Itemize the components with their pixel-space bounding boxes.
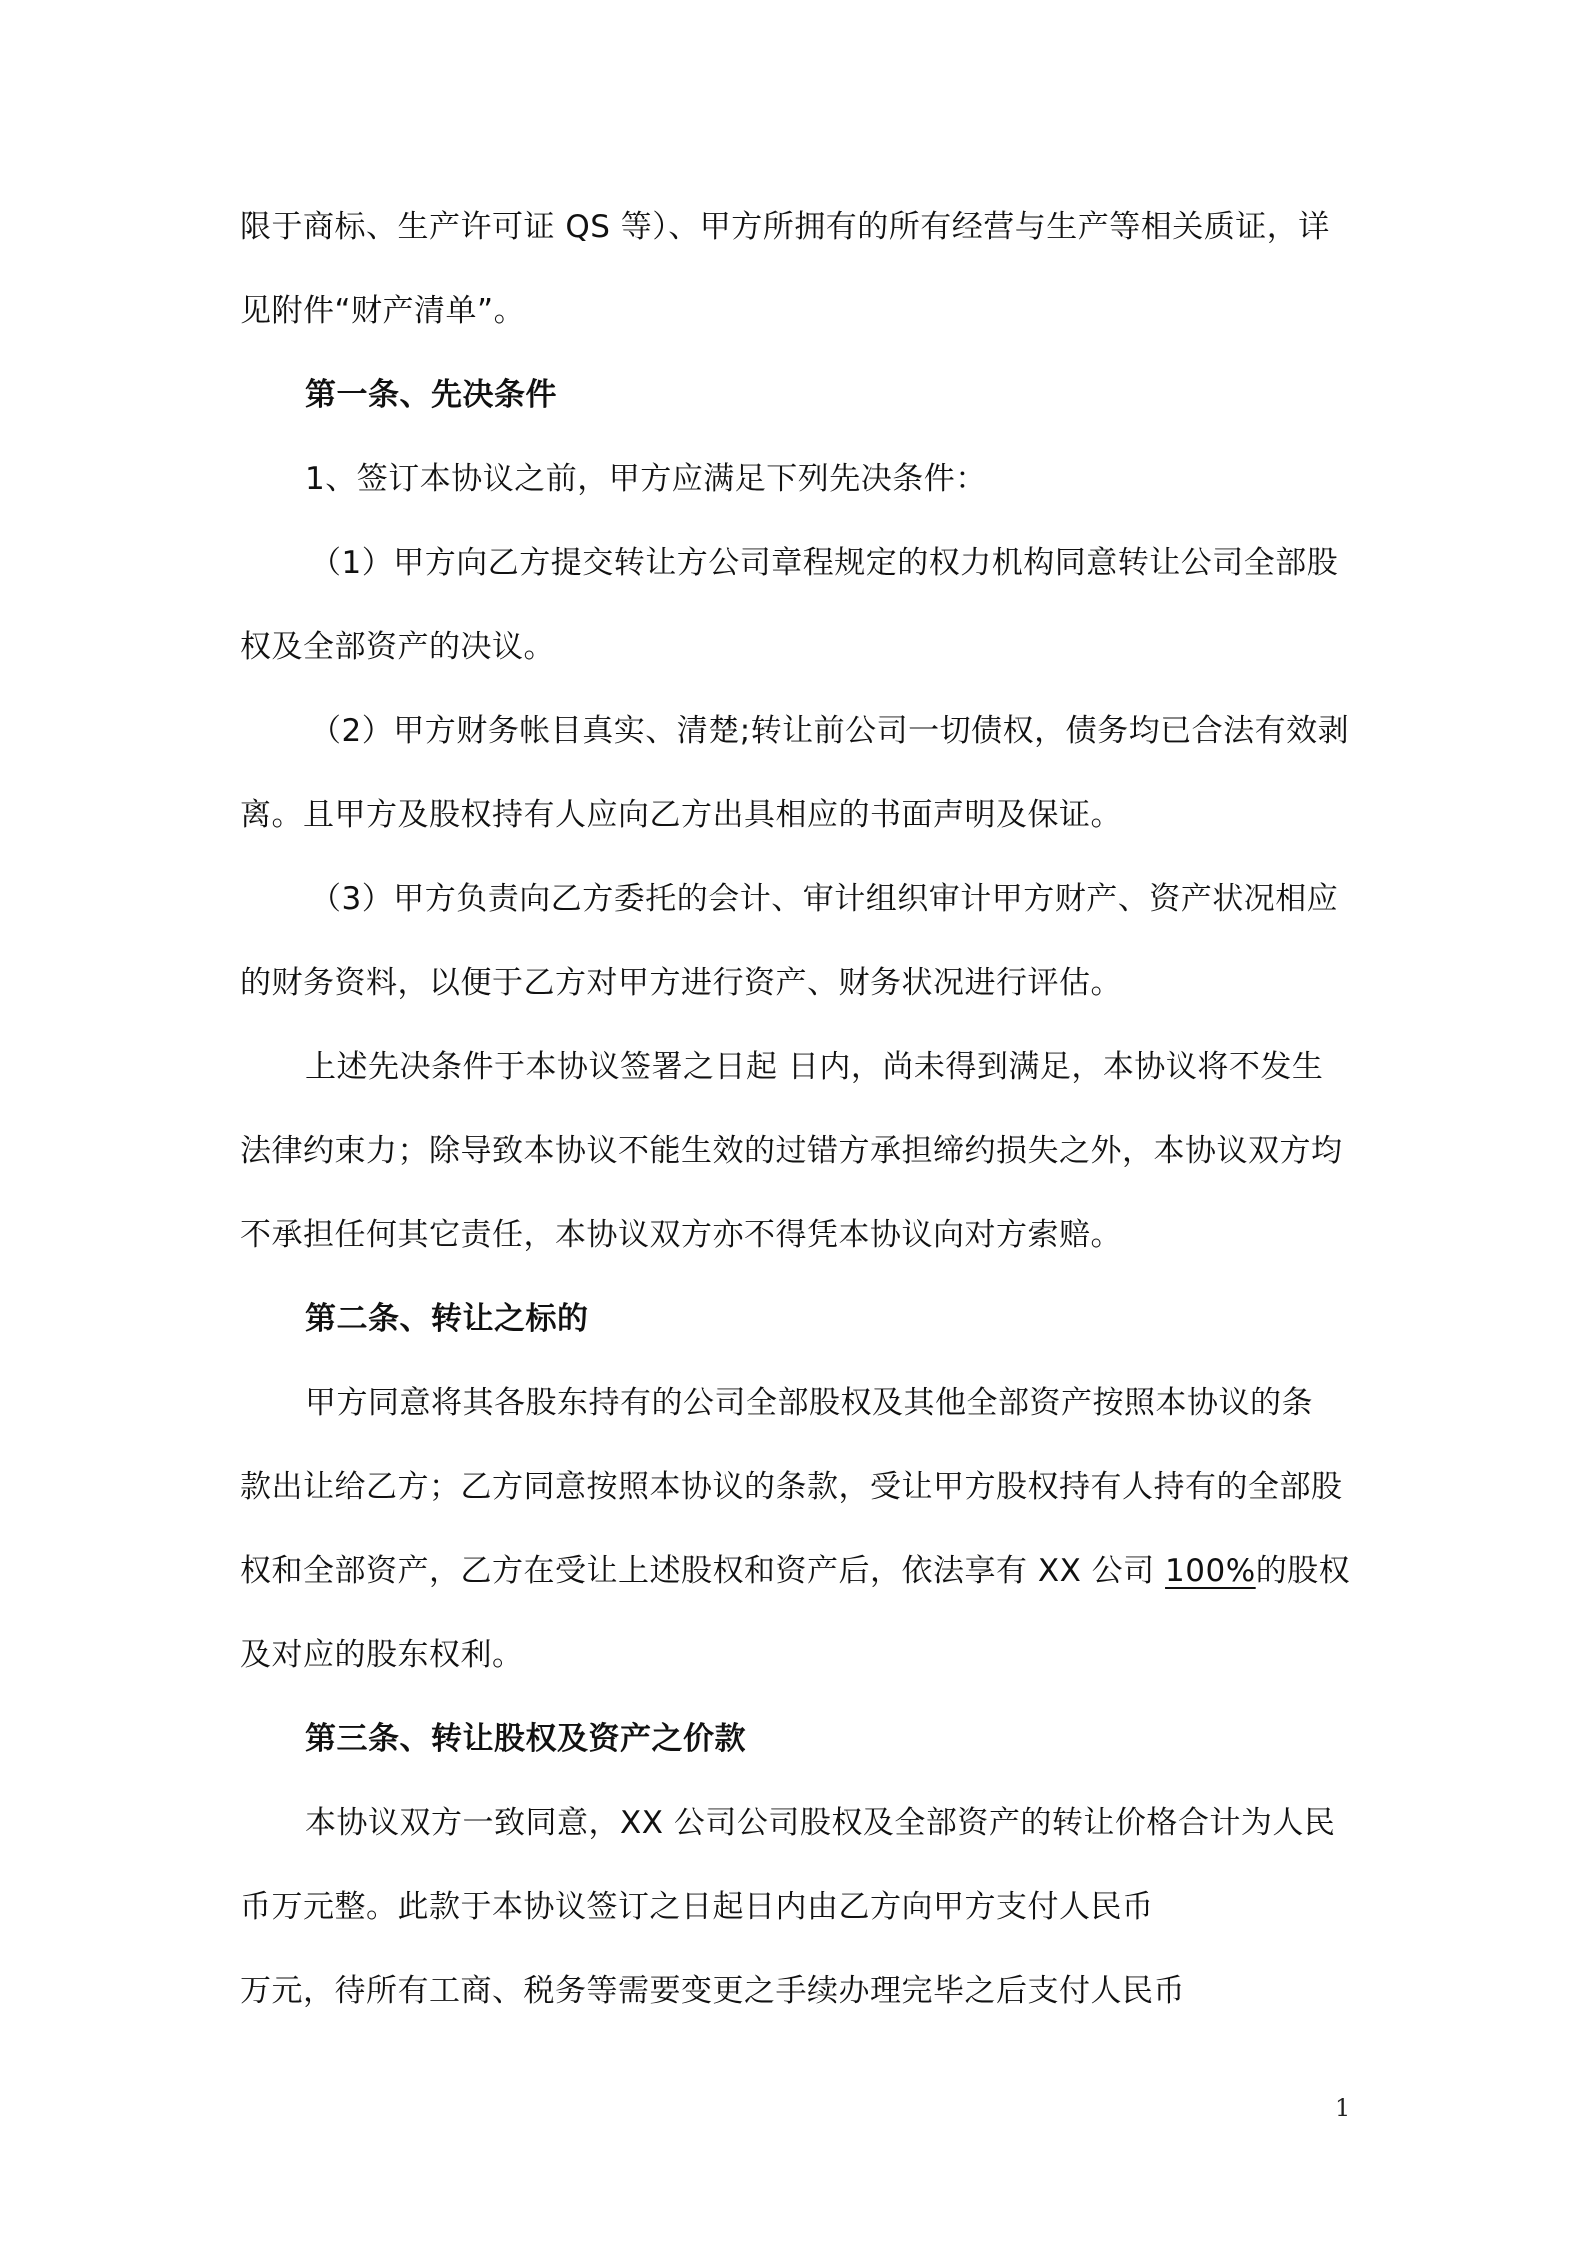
- body-line-text: 的股权: [1255, 1553, 1351, 1589]
- body-line: 不承担任何其它责任，本协议双方亦不得凭本协议向对方索赔。: [240, 1217, 1122, 1253]
- body-line: 的财务资料，以便于乙方对甲方进行资产、财务状况进行评估。: [240, 965, 1122, 1001]
- underlined-percentage: 100%: [1165, 1553, 1256, 1589]
- body-line: 本协议双方一致同意，XX 公司公司股权及全部资产的转让价格合计为人民: [305, 1805, 1336, 1841]
- article-1-heading: 第一条、先决条件: [305, 377, 557, 413]
- body-line: 及对应的股东权利。: [240, 1637, 524, 1673]
- body-line: 款出让给乙方；乙方同意按照本协议的条款，受让甲方股权持有人持有的全部股: [240, 1469, 1343, 1505]
- body-line: 上述先决条件于本协议签署之日起 日内，尚未得到满足，本协议将不发生: [305, 1049, 1324, 1085]
- clause-1-line: （1）甲方向乙方提交转让方公司章程规定的权力机构同意转让公司全部股: [310, 545, 1339, 581]
- clause-2-line: （2）甲方财务帐目真实、清楚;转让前公司一切债权，债务均已合法有效剥: [310, 713, 1350, 749]
- body-line-text: 权和全部资产，乙方在受让上述股权和资产后，依法享有 XX 公司: [240, 1553, 1166, 1589]
- body-line: 万元，待所有工商、税务等需要变更之手续办理完毕之后支付人民币: [240, 1973, 1185, 2009]
- clause-3-line: （3）甲方负责向乙方委托的会计、审计组织审计甲方财产、资产状况相应: [310, 881, 1339, 917]
- body-line: 限于商标、生产许可证 QS 等）、甲方所拥有的所有经营与生产等相关质证，详: [240, 209, 1330, 245]
- body-line: 见附件“财产清单”。: [240, 293, 526, 329]
- body-line: 法律约束力；除导致本协议不能生效的过错方承担缔约损失之外，本协议双方均: [240, 1133, 1343, 1169]
- body-line: 1、签订本协议之前，甲方应满足下列先决条件：: [305, 461, 987, 497]
- article-3-heading: 第三条、转让股权及资产之价款: [305, 1721, 746, 1757]
- body-line: 币万元整。此款于本协议签订之日起日内由乙方向甲方支付人民币: [240, 1889, 1154, 1925]
- body-line: 甲方同意将其各股东持有的公司全部股权及其他全部资产按照本协议的条: [305, 1385, 1313, 1421]
- body-line: [240, 1551, 1350, 1591]
- body-line: 权及全部资产的决议。: [240, 629, 555, 665]
- page-number: 1: [1335, 2094, 1351, 2122]
- article-2-heading: 第二条、转让之标的: [305, 1301, 589, 1337]
- body-line: 离。且甲方及股权持有人应向乙方出具相应的书面声明及保证。: [240, 797, 1122, 833]
